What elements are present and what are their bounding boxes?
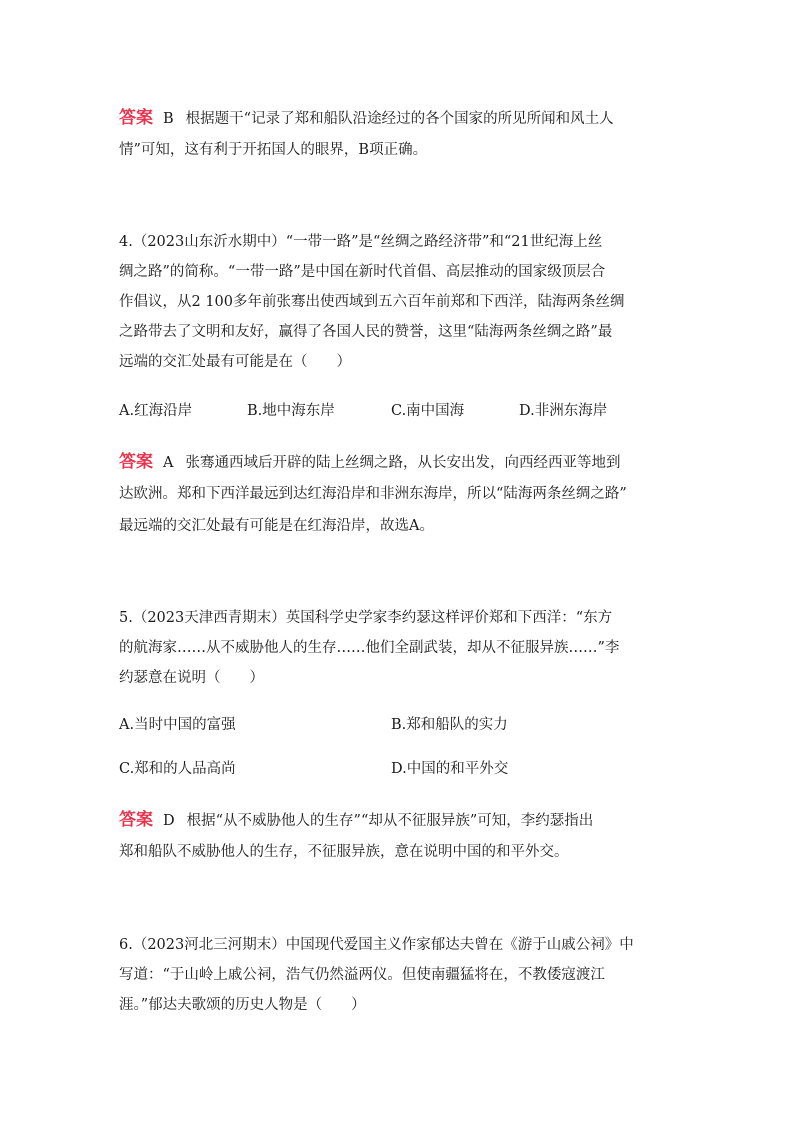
answer-line — [119, 446, 684, 478]
answer-label: 答案 — [119, 108, 153, 128]
option-c: C.郑和的人品高尚 — [119, 761, 236, 777]
question-line: 的航海家……从不威胁他人的生存……他们全副武装，却从不征服异族……”李 — [119, 640, 620, 656]
option-d: D.中国的和平外交 — [391, 761, 509, 777]
question-5 — [119, 603, 684, 693]
answer-line — [119, 804, 684, 836]
question-line: 涯。”郁达夫歌颂的历史人物是（ ） — [119, 997, 366, 1013]
question-line: 5.（2023天津西青期末）英国科学史学家李约瑟这样评价郑和下西洋：“东方 — [119, 610, 613, 626]
answer-text: 张骞通西域后开辟的陆上丝绸之路，从长安出发，向西经西亚等地到 — [185, 455, 621, 471]
option-a: A.当时中国的富强 — [119, 717, 236, 733]
answer-line: 情”可知，这有利于开拓国人的眼界，B项正确。 — [119, 142, 428, 158]
answer-line — [119, 102, 684, 134]
answer-text: 根据“从不威胁他人的生存”“却从不征服异族”可知，李约瑟指出 — [186, 813, 594, 829]
question-line: 写道：“于山岭上戚公祠，浩气仍然溢两仪。但使南疆猛将在，不教倭寇渡江 — [119, 967, 605, 983]
answer-letter: D — [163, 813, 175, 829]
options-q5-row1 — [119, 712, 719, 738]
question-line: 之路带去了文明和友好，赢得了各国人民的赞誉，这里“陆海两条丝绸之路”最 — [119, 324, 613, 340]
answer-letter: A — [163, 455, 174, 471]
answer-label: 答案 — [119, 452, 153, 472]
option-b: B.郑和船队的实力 — [391, 717, 508, 733]
answer-line: 达欧洲。郑和下西洋最远到达红海沿岸和非洲东海岸，所以“陆海两条丝绸之路” — [119, 486, 627, 502]
answer-letter: B — [163, 111, 174, 127]
answer-block-q4 — [119, 446, 684, 542]
question-line: 约瑟意在说明（ ） — [119, 670, 264, 686]
question-line: 4.（2023山东沂水期中）“一带一路”是“丝绸之路经济带”和“21世纪海上丝 — [119, 234, 603, 250]
option-a: A.红海沿岸 — [119, 403, 193, 419]
question-line: 6.（2023河北三河期末）中国现代爱国主义作家郁达夫曾在《游于山戚公祠》中 — [119, 937, 634, 953]
answer-text: 根据题干“记录了郑和船队沿途经过的各个国家的所见所闻和风土人 — [185, 111, 614, 127]
answer-block-q5 — [119, 804, 684, 868]
question-4 — [119, 227, 684, 377]
option-c: C.南中国海 — [391, 403, 465, 419]
options-q4 — [119, 398, 719, 424]
answer-line: 最远端的交汇处最有可能是在红海沿岸，故选A。 — [119, 518, 434, 534]
question-line: 远端的交汇处最有可能是在（ ） — [119, 354, 351, 370]
option-b: B.地中海东岸 — [247, 403, 335, 419]
options-q5-row2 — [119, 756, 719, 782]
question-line: 绸之路”的简称。“一带一路”是中国在新时代首倡、高层推动的国家级顶层合 — [119, 264, 606, 280]
answer-block-q3 — [119, 102, 684, 166]
question-line: 作倡议，从2 100多年前张骞出使西域到五六百年前郑和下西洋，陆海两条丝绸 — [119, 294, 625, 310]
question-6 — [119, 930, 684, 1020]
option-d: D.非洲东海岸 — [519, 403, 608, 419]
answer-label: 答案 — [119, 810, 153, 830]
answer-line: 郑和船队不威胁他人的生存，不征服异族，意在说明中国的和平外交。 — [119, 844, 569, 860]
